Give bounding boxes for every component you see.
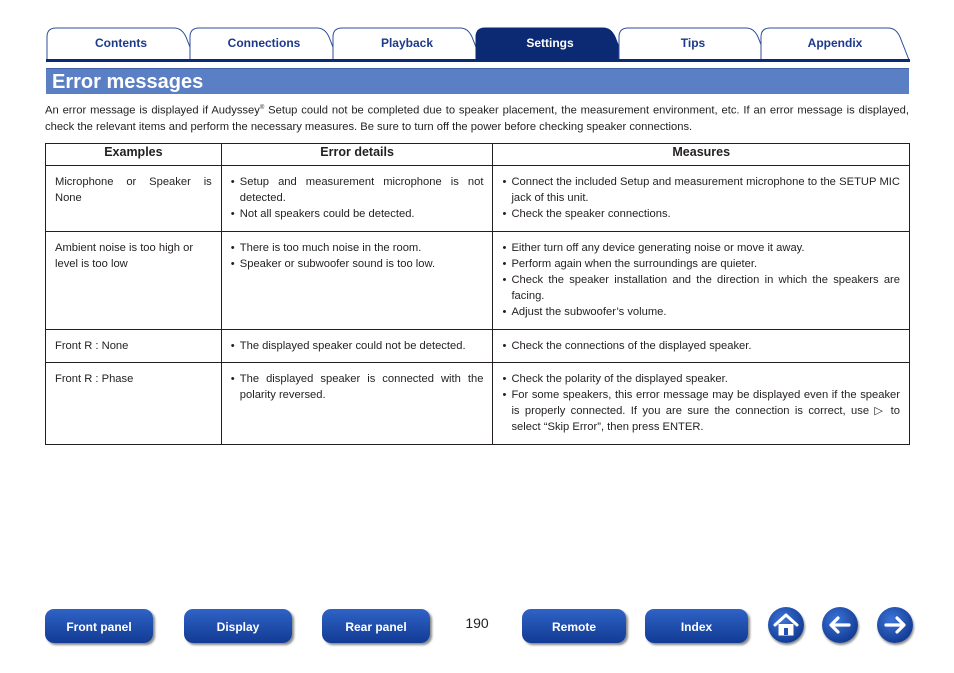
example-cell	[46, 362, 222, 444]
header-examples: Examples	[46, 144, 222, 166]
remote-button[interactable]: Remote	[522, 609, 626, 643]
tab-settings[interactable]	[475, 27, 625, 59]
measure-item: • Either turn off any device generating noise or move it away.	[502, 240, 900, 256]
details-cell	[221, 362, 493, 444]
tab-appendix[interactable]	[760, 27, 910, 59]
display-button[interactable]: Display	[184, 609, 292, 643]
detail-item: • The displayed speaker is connected with the polarity reversed.	[231, 371, 484, 403]
measures-cell	[493, 329, 910, 362]
measure-item: • For some speakers, this error message may be displayed even if the speaker is properly connected. If you are sure the connection is correct, use ▷ to select “Skip Error”, then press ENTER.	[502, 387, 900, 436]
measure-item: • Check the speaker installation and the direction in which the speakers are facing.	[502, 272, 900, 304]
forward-arrow-icon	[877, 607, 913, 643]
example-text: Front R : None	[55, 339, 129, 352]
tab-tips[interactable]	[618, 27, 768, 59]
table-header-row	[46, 144, 910, 166]
index-button[interactable]: Index	[645, 609, 748, 643]
example-cell	[46, 231, 222, 329]
detail-item: • There is too much noise in the room.	[231, 240, 484, 256]
intro-text-start: An error message is displayed if Audyssey	[45, 104, 260, 117]
rear-panel-button[interactable]: Rear panel	[322, 609, 430, 643]
forward-button[interactable]	[877, 607, 913, 643]
measure-item: • Check the polarity of the displayed speaker.	[502, 371, 900, 387]
details-cell	[221, 231, 493, 329]
tab-label: Connections	[227, 36, 301, 50]
details-cell	[221, 329, 493, 362]
detail-item: • Setup and measurement microphone is not detected.	[231, 174, 484, 206]
details-cell	[221, 166, 493, 232]
measures-cell	[493, 231, 910, 329]
tab-label: Settings	[526, 36, 574, 50]
section-title-bar	[46, 68, 909, 94]
example-cell	[46, 329, 222, 362]
measure-item: • Check the speaker connections.	[502, 206, 900, 222]
measure-item: • Adjust the subwoofer’s volume.	[502, 304, 900, 320]
registered-mark: ®	[259, 105, 265, 111]
measure-item: • Perform again when the surroundings are quieter.	[502, 256, 900, 272]
error-messages-table	[45, 143, 910, 445]
example-text: Ambient noise is too high or level is too low	[55, 241, 194, 270]
table-row	[46, 231, 910, 329]
page-title: Error messages	[52, 71, 204, 93]
home-icon	[768, 607, 804, 643]
tab-underline	[46, 59, 910, 62]
back-button[interactable]	[822, 607, 858, 643]
example-text: Front R : Phase	[55, 372, 134, 385]
tab-connections[interactable]	[189, 27, 339, 59]
intro-text-end: Setup could not be completed due to speaker placement, the measurement environment, etc. If an error message is displayed, check the relevant items and perform the necessary measures. Be sure to turn off the power before checking speaker connections.	[45, 104, 909, 134]
front-panel-button[interactable]: Front panel	[45, 609, 153, 643]
header-measures: Measures	[493, 144, 910, 166]
detail-item: • Not all speakers could be detected.	[231, 206, 484, 222]
tab-label: Contents	[95, 36, 147, 50]
tab-playback[interactable]	[332, 27, 482, 59]
tab-label: Playback	[380, 36, 434, 50]
measure-item: • Connect the included Setup and measurement microphone to the SETUP MIC jack of this unit.	[502, 174, 900, 206]
measures-cell	[493, 362, 910, 444]
table-row	[46, 329, 910, 362]
measure-item: • Check the connections of the displayed speaker.	[502, 338, 900, 354]
measures-cell	[493, 166, 910, 232]
tab-bar	[46, 27, 910, 63]
tab-contents[interactable]	[46, 27, 196, 59]
page-number: 190	[465, 615, 489, 631]
example-text: Microphone or Speaker is None	[55, 176, 212, 205]
example-cell	[46, 166, 222, 232]
header-error-details: Error details	[221, 144, 493, 166]
tab-label: Appendix	[807, 36, 863, 50]
tab-label: Tips	[680, 36, 706, 50]
detail-item: • The displayed speaker could not be detected.	[231, 338, 484, 354]
back-arrow-icon	[822, 607, 858, 643]
table-row	[46, 166, 910, 232]
table-row	[46, 362, 910, 444]
home-button[interactable]	[768, 607, 804, 643]
detail-item: • Speaker or subwoofer sound is too low.	[231, 256, 484, 272]
intro-paragraph	[45, 100, 909, 136]
